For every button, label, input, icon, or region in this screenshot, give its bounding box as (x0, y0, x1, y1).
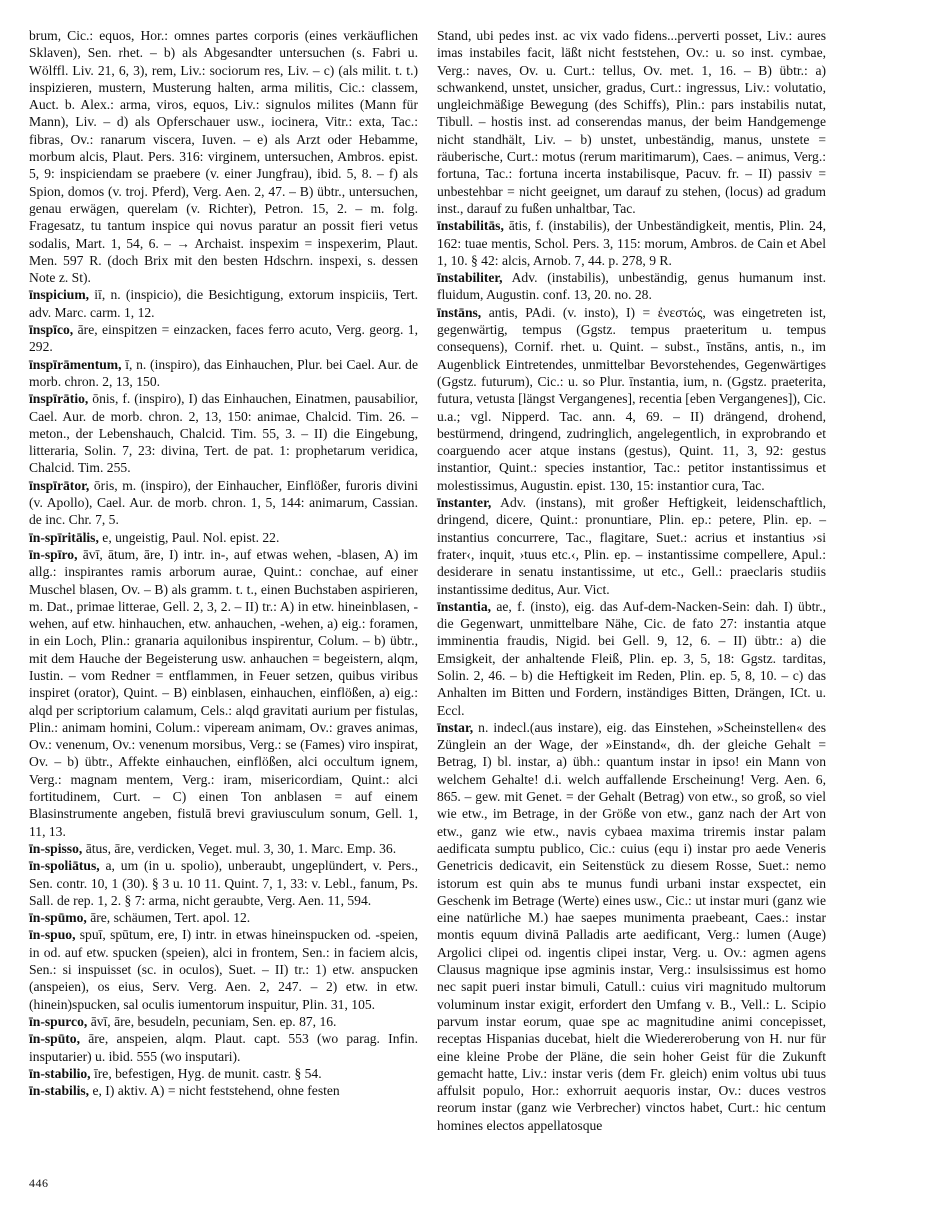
dictionary-entry (29, 909, 418, 926)
entry-headword: īn-spurco, (29, 1013, 88, 1029)
dictionary-entry (437, 719, 826, 1134)
entry-headword: īnspīco, (29, 322, 74, 338)
entry-headword: īnstanter, (437, 495, 492, 511)
entry-headword: īnstantia, (437, 598, 492, 614)
entry-text: ōris, m. (inspiro), der Einhaucher, Einflößer, furoris divini (v. Apollo), Cael. Aur. de morb. chron. 1, 5, 144: animarum, Cassian. de inc. Chr. 7, 5. (29, 477, 418, 528)
dictionary-entry (29, 356, 418, 391)
dictionary-entry (29, 286, 418, 321)
dictionary-entry (29, 321, 418, 356)
entry-text: īre, befestigen, Hyg. de munit. castr. § 54. (93, 1065, 322, 1081)
dictionary-entry (29, 1030, 418, 1065)
entry-text: iī, n. (inspicio), die Besichtigung, extorum inspiciis, Tert. adv. Marc. carm. 1, 12. (29, 287, 418, 320)
dictionary-entry (29, 27, 418, 286)
page-number: 446 (29, 1176, 49, 1190)
entry-headword: īnspicium, (29, 287, 90, 303)
dictionary-entry (437, 27, 826, 217)
entry-headword: īn-spūto, (29, 1031, 80, 1047)
dictionary-entry (29, 477, 418, 529)
dictionary-entry (437, 304, 826, 494)
entry-text: e, ungeistig, Paul. Nol. epist. 22. (102, 529, 280, 545)
entry-text: āvī, āre, besudeln, pecuniam, Sen. ep. 87, 16. (90, 1013, 337, 1029)
entry-text: ātus, āre, verdicken, Veget. mul. 3, 30, 1. Marc. Emp. 36. (85, 840, 397, 856)
entry-text: Adv. (instabilis), unbeständig, genus humanum inst. fluidum, Augustin. conf. 13, 20. no. 28. (437, 270, 826, 303)
entry-headword: īn-spuo, (29, 927, 76, 943)
entry-text: n. indecl.(aus instare), eig. das Einstehen, »Scheinstellen« des Zünglein an der Wage, der »Einstand«, dh. der gleiche Gehalt = Betrag, I) bl. instar, a) übh.: quantum instar in ipso! ein Mann von welchem Gehalte! d.i. welch auffallende Erscheinung! Verg. Aen. 6, 865. – gew. mit Genet. = der Gehalt (Betrag) von etw., so groß, so viel wie etw., im Betrage, in der Größe von etw., ganz nach der Art von etw., ganz wie etw., navis cybaea maxima triremis instar palam aedificata sumptu publico, Cic.: cuius (equ i) instar pro aede Veneris Genetricis dedicavit, ein Seitenstück zu diesem Rosse, Suet.: nemo istorum est quin abs te munus fundi urbani instar exspectet, ein Geschenk im Betrage (Werte) eines usw., Cic.: ut instar muri (ganz wie eine natürliche M.) hae saepes munimenta praebeant, Caes.: instar montis equum divinā Palladis arte aedificant, Verg.: lumen (Auge) Argolici clipei od. ingentis clipei instar, Verg. u. Ov.: agmen agens Clausus magnique ipse agminis instar, Verg.: insulsissimus est homo nec sapit pueri instar bimuli, Catull.: cuius viri magnitudo multorum voluminum instar exigit, erfordert den Umfang v. B., Vell.: L. Scipio parvum instar eorum, quae spe ac magnitudine animi concepisset, receptas Hispanias ducebat, hielt die Wiedereroberung von H. nur für eine kleine Probe der Pläne, die sein hoher Geist für die Zukunft gemacht hatte, Liv.: instar veris (dem Fr. gleich) enim voltus ubi tuus affulsit populo, Hor.: exhorruit aequoris instar, Ov.: duces vestros reorum instar (ganz wie Verbrecher) vinctos habet, Curt.: hic centum homines electos appellatosque (437, 719, 827, 1133)
entry-headword: īnspīrātor, (29, 477, 90, 493)
entry-headword: īnstar, (437, 719, 474, 735)
entry-text: brum, Cic.: equos, Hor.: omnes partes corporis (eines verkäuflichen Sklaven), Sen. rhet. – b) als Abgesandter untersuchen (s. Fabri u. Wölffl. Liv. 21, 6, 3), rem, Liv.: sociorum res, Liv. – c) (als milit. t. t.) inspizieren, mustern, Musterung halten, arma militis, Cic.: classem, Auct. b. Alex.: arma, viros, equos, Liv.: signulos milites (Mann für Mann), Liv. – d) als Opferschauer usw., iocinera, Vitr.: exta, Tac.: fibras, Ov.: ranarum viscera, Iuven. – e) als Arzt oder Hebamme, morbum alcis, Plaut. Pers. 316: virginem, untersuchen, Ambros. epist. 5, 9: inspiciendam se praebere (v. einer Jungfrau), ibid. 5, 8. – f) als Spion, domos (v. troj. Pferd), Verg. Aen. 2, 47. – B) übtr., untersuchen, genau erwägen, querelam (v. Richter), Petron. 15, 2. – m. folg. Fragesatz, tu tantum inspice qui novus paratur an possit fieri vetus sodalis, Mart. 1, 54, 6. – → Archaist. inspexim = inspexerim, Plaut. Men. 597 R. (doch Brix mit den besten Hdschrn. inspexi, s. dessen Note z. St). (29, 28, 418, 286)
dictionary-entry (29, 840, 418, 857)
entry-text: āre, einspitzen = einzacken, faces ferro acuto, Verg. georg. 1, 292. (29, 322, 418, 355)
entry-text: spuī, spūtum, ere, I) intr. in etwas hineinspucken od. -speien, in od. auf etw. spucken (speien), alci in frontem, Sen.: in faciem alcis, Sen.: si inspuisset (sc. in oculos), Suet. – II) tr.: 1) etw. anspucken (anspeien), os eius, Serv. Verg. Aen. 2, 247. – 2) etw. in etw. (hinein)spucken, sal oculis iumentorum inspuitur, Plin. 31, 105. (29, 927, 418, 1012)
entry-text: antis, PAdi. (v. insto), I) = ἐνεστώς, was eingetreten ist, gegenwärtig, tempus (Ggstz. tempus praeteritum u. tempus consequens), Cornif. rhet. u. Quint. – subst., īnstāns, antis, n., im Augenblick Eintretendes, unmittelbar Bevorstehendes, Gegenwärtiges (Ggstz. futurum), Cic.: u. so Plur. īnstantia, ium, n. (Ggstz. praeterita, futura, vetusta [längst Vergangenes], recentia [eben Vergangenes]), Cic. u.a.; vgl. Nipperd. Tac. ann. 4, 69. – II) drängend, drohend, bestürmend, dringend, zudringlich, angelegentlich, in exprobrando et coarguendo acer atque instans (gestus), Quint. 11, 3, 92: gestus instantior, Quint.: species instantior, Tac.: petitor instantissimus et molestissimus, Augustin. epist. 130, 15: instantior cura, Tac. (437, 304, 826, 493)
dictionary-entry (29, 857, 418, 909)
entry-text: ae, f. (insto), eig. das Auf-dem-Nacken-Sein: dah. I) übtr., die Gegenwart, unmittelbare Nähe, Cic. de fato 27: instantia atque imminentia fraudis, Nigid. bei Gell. 9, 12, 6. – II) übtr.: a) die Emsigkeit, der anhaltende Fleiß, Plin. ep. 3, 5, 18: Ggstz. tarditas, Solin. 2, 46. – b) die Heftigkeit im Reden, Plin. ep. 5, 8, 10. – c) das Anhalten im Bitten und Fordern, inständiges Bitten, Drängen, ICt. u. Eccl. (437, 598, 826, 718)
entry-headword: īnspīrātio, (29, 391, 89, 407)
entry-text: e, I) aktiv. A) = nicht feststehend, ohne festen (92, 1083, 340, 1099)
entry-text: āre, anspeien, alqm. Plaut. capt. 553 (wo parag. Infin. insputarier) u. ibid. 555 (wo insputari). (29, 1031, 418, 1064)
entry-headword: īn-stabilio, (29, 1065, 91, 1081)
entry-headword: īn-spisso, (29, 840, 83, 856)
dictionary-entry (437, 269, 826, 304)
dictionary-entry (29, 1082, 418, 1099)
entry-headword: īnstabilitās, (437, 218, 504, 234)
entry-text: Adv. (instans), mit großer Heftigkeit, leidenschaftlich, dringend, dicere, Quint.: pronuntiare, Plin. ep.: petere, Plin. ep. – instantius concurrere, Tac., flagitare, Suet.: acrius et instantius ›si frater‹, inquit, ›tuus etc.‹, Plin. ep. – instantissime compellere, Apul.: desiderare in senatu instantissime, ut etc., Gell.: praeclaris studiis instantissime deditus, Aur. Vict. (437, 495, 827, 597)
dictionary-entry (29, 1013, 418, 1030)
entry-headword: īn-spīro, (29, 546, 78, 562)
left-column (29, 27, 418, 1099)
entry-text: āre, schäumen, Tert. apol. 12. (90, 910, 251, 926)
dictionary-entry (29, 546, 418, 840)
dictionary-entry (29, 529, 418, 546)
entry-headword: īn-spīritālis, (29, 529, 99, 545)
dictionary-entry (437, 494, 826, 598)
entry-text: a, um (in u. spolio), unberaubt, ungeplündert, v. Pers., Sen. contr. 10, 1 (30). § 3 u. 10 11. Quint. 7, 1, 33: v. Lebl., fanum, Ps. Sall. de rep. 1, 2. § 7: arma, nicht geraubte, Verg. Aen. 11, 594. (29, 858, 418, 908)
entry-headword: īnstāns, (437, 304, 482, 320)
entry-text: Stand, ubi pedes inst. ac vix vado fidens...perverti posset, Liv.: aures imas instabiles facit, läßt nicht feststehen, Ov.: u. so inst. cymbae, Verg.: naves, Ov. u. Curt.: tellus, Ov. met. 1, 16. – B) übtr.: a) schwankend, unstet, unsicher, gradus, Curt.: ingressus, Liv.: volutatio, ungleichmäßige Bewegung (des Schiffs), Plin.: pars instabilis nutat, Tibull. – hostis inst. ad conserendas manus, der beim Handgemenge nicht standhält, Liv. – b) unstet, unbeständig, manus, unstete = räuberische, Curt.: motus (rerum maritimarum), Caes. – animus, Verg.: fortuna, Tac.: fortuna incerta instabilisque, Pacuv. fr. – II) passiv = unbestehbar = nicht geeignet, um darauf zu stehen, (locus) ad gradum inst., darauf zu fußen unhaltbar, Tac. (437, 28, 826, 216)
dictionary-entry (29, 1065, 418, 1082)
entry-headword: īn-spūmo, (29, 910, 87, 926)
entry-text: ātis, f. (instabilis), der Unbeständigkeit, mentis, Plin. 24, 162: tuae mentis, Schol. Pers. 3, 115: morum, Ambros. de Cain et Abel 1, 10. § 42: alcis, Arnob. 7, 44. p. 278, 9 R. (437, 218, 826, 268)
entry-text: ī, n. (inspiro), das Einhauchen, Plur. bei Cael. Aur. de morb. chron. 2, 13, 150. (29, 356, 418, 389)
dictionary-entry (29, 390, 418, 476)
entry-headword: īnstabiliter, (437, 270, 503, 286)
dictionary-entry (437, 217, 826, 269)
entry-headword: īn-spoliātus, (29, 858, 100, 874)
entry-headword: īnspīrāmentum, (29, 356, 122, 372)
right-column (437, 27, 826, 1134)
entry-headword: īn-stabilis, (29, 1083, 90, 1099)
dictionary-entry (29, 926, 418, 1012)
dictionary-entry (437, 598, 826, 719)
entry-text: ōnis, f. (inspiro), I) das Einhauchen, Einatmen, pausabilior, Cael. Aur. de morb. chron. 2, 13, 150: animae, Chalcid. Tim. 26. – meton., der Lebenshauch, Chalcid. Tim. 55, 3. – II) die Eingebung, litteraria, Solin. 7, 23: divina, Tert. de pat. 1: prophetarum veridica, Chalcid. Tim. 255. (29, 391, 418, 476)
entry-text: āvī, ātum, āre, I) intr. in-, auf etwas wehen, -blasen, A) im allg.: inspirantes ramis arborum aurae, Quint.: conchae, auf einer Muschel blasen, Ov. – B) als gramm. t. t., einen Buchstaben aspirieren, m. Dat., primae litterae, Gell. 2, 3, 2. – II) tr.: A) in etw. hineinblasen, -wehen, auf etw. hinhauchen, etw. anhauchen, -wehen, a) eig.: foramen, in ein Loch, Plin.: granaria aquilonibus inspirentur, Colum. – b) übtr., mit dem Hauche der Begeisterung usw. anhauchen = begeistern, alqm, Iustin. – vom Redner = entflammen, in Feuer setzen, quibus viribus inspiret (orator), Quint. – B) einblasen, einhauchen, einflößen, a) eig.: alqd per scriptorium calamum, Cels.: alqd gravitati aurium per fistulas, Plin.: animam homini, Colum.: vipeream animam, Ov.: graves animas, Ov.: venenum, Ov.: venenum morsibus, Verg.: se (Fames) viro inspirat, Ov. – b) übtr., Affekte einhauchen, einflößen, alci occultum ignem, Verg.: magnam mentem, Verg.: iram, misericordiam, Quint.: alci fortitudinem, Curt. – C) einen Ton anblasen = auf einem Blasinstrumente angeben, fistulā brevi graviusculum sonum, Gell. 1, 11, 13. (29, 546, 418, 839)
